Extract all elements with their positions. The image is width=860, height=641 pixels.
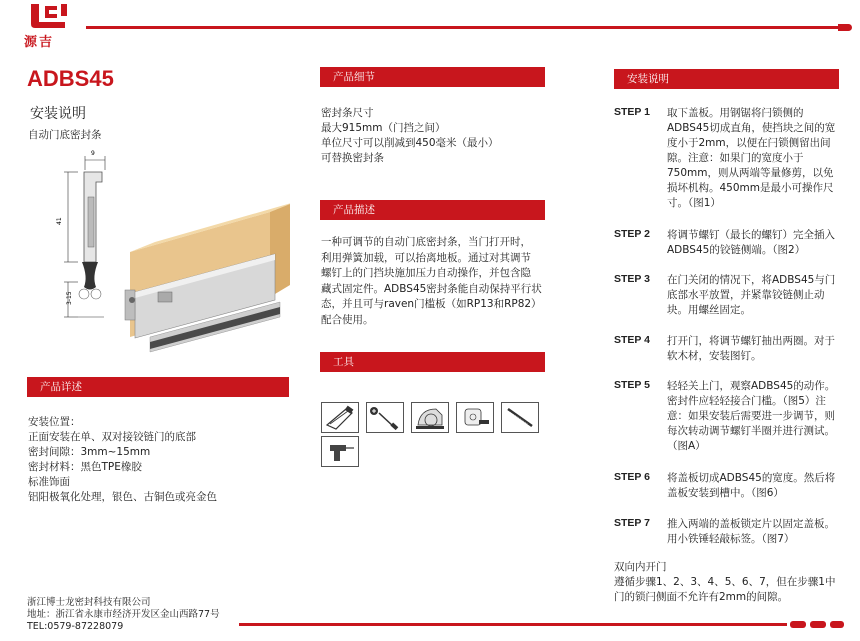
product-desc-line: 态，并且可与raven门槛板（如RP13和RP82） (321, 298, 542, 310)
page-title: ADBS45 (27, 66, 114, 91)
footer-tel: TEL:0579-87228079 (27, 621, 124, 632)
note-line: 遵循步骤1、2、3、4、5、6、7，但在步骤1中 (614, 576, 836, 588)
step-label: STEP 2 (614, 228, 650, 240)
step-text (667, 379, 845, 454)
footer-divider (239, 623, 787, 626)
step-line: 每次转动调节螺钉半圈并进行测试。 (667, 425, 835, 437)
step-label: STEP 1 (614, 106, 650, 118)
step-line: 软木材，安装图钉。 (667, 350, 762, 362)
tape-measure-icon (456, 402, 494, 433)
details-line: 安装位置： (28, 416, 81, 428)
step-line: 寸。（图1） (667, 197, 721, 209)
dim-range-label: 3-15 (66, 291, 73, 305)
header-divider-end (838, 24, 852, 31)
footer-info (27, 597, 220, 633)
step-line: 盖板安装到槽中。（图6） (667, 487, 784, 499)
step-line: 打开门，将调节螺钉抽出两圈。对于 (667, 335, 835, 347)
note-line: 双向内开门 (614, 561, 667, 573)
note-line: 门的锁闩侧面不允许有2mm的间隙。 (614, 591, 789, 603)
section-header-product-detail: 产品细节 (320, 67, 545, 87)
step-line: 推入两端的盖板锁定片以固定盖板。 (667, 518, 835, 530)
screwdriver-icon (366, 402, 404, 433)
product-desc-line: 藏式固定件。ADBS45密封条能自动保持平行状 (321, 282, 542, 295)
details-line: 标准饰面 (28, 476, 70, 488)
step-text (667, 228, 845, 258)
step-text (667, 273, 845, 318)
step-line: 度小于2mm，以便在闩锁侧留出间 (667, 137, 831, 149)
details-line: 正面安装在单、双对接铰链门的底部 (28, 431, 196, 443)
step-line: 损坏机构。450mm是最小可操作尺 (667, 182, 834, 194)
step-label: STEP 6 (614, 471, 650, 483)
step-label: STEP 7 (614, 517, 650, 529)
step-label: STEP 3 (614, 273, 650, 285)
hacksaw-icon (321, 402, 359, 433)
section-header-product-desc: 产品描述 (320, 200, 545, 220)
section-header-details: 产品详述 (27, 377, 289, 397)
section-header-tools: 工具 (320, 352, 545, 372)
step-text (667, 106, 845, 211)
product-detail-text (321, 106, 499, 166)
product-detail-line: 最大915mm（门挡之间） (321, 122, 446, 134)
step-label: STEP 4 (614, 334, 650, 346)
header-divider (86, 26, 838, 29)
step-line: 在门关闭的情况下，将ADBS45与门 (667, 274, 836, 286)
page-subtitle: 安装说明 (30, 106, 86, 122)
product-desc-line: 利用弹簧加载，可以抬离地板。通过对其调节 (321, 251, 531, 264)
details-line: 密封材料：黑色TPE橡胶 (28, 461, 142, 473)
step-line: 取下盖板。用钢锯将闩锁侧的 (667, 107, 804, 119)
footer-company: 浙江博士龙密封科技有限公司 (27, 597, 151, 608)
product-desc-text (321, 235, 542, 328)
step-line: ADBS45的铰链侧端。（图2） (667, 244, 806, 256)
product-detail-line: 密封条尺寸 (321, 107, 374, 119)
step-line: 750mm，则从两端等量修剪，以免 (667, 167, 834, 179)
step-line: 密封件应轻轻接合门槛。（图5）注 (667, 395, 826, 407)
dim-top-label: 9 (91, 150, 95, 157)
footer-address: 地址：浙江省永康市经济开发区金山西路77号 (27, 609, 220, 620)
step-line: 意：如果安装后需要进一步调节，则 (667, 410, 835, 422)
product-detail-line: 可替换密封条 (321, 152, 384, 164)
circular-saw-icon (411, 402, 449, 433)
step-line: 隙。注意：如果门的宽度小于 (667, 152, 804, 164)
details-line: 铝阳极氧化处理，银色、古铜色或亮金色 (28, 491, 217, 503)
footer-divider-dash (830, 621, 844, 628)
product-desc-line: 一种可调节的自动门底密封条，当门打开时， (321, 236, 531, 248)
step-line: 将盖板切成ADBS45的宽度。然后将 (667, 472, 836, 484)
install-note (614, 560, 835, 605)
section-header-install: 安装说明 (614, 69, 839, 89)
product-desc-line: 螺钉上的门挡块施加压力自动操作，并包含隐 (321, 267, 531, 279)
footer-divider-dash (810, 621, 826, 628)
product-detail-line: 单位尺寸可以削减到450毫米（最小） (321, 137, 499, 149)
step-label: STEP 5 (614, 379, 650, 391)
drill-icon (321, 436, 359, 467)
step-line: 将调节螺钉（最长的螺钉）完全插入 (667, 229, 835, 241)
product-type: 自动门底密封条 (28, 129, 102, 141)
step-text (667, 471, 845, 501)
step-line: 用小铁锤轻敲标签。（图7） (667, 533, 795, 545)
footer-divider-dash (790, 621, 806, 628)
dim-side-label: 41 (56, 217, 63, 225)
step-text (667, 517, 845, 547)
step-line: 块。用螺丝固定。 (667, 304, 751, 316)
file-icon (501, 402, 539, 433)
step-line: 底部水平放置，并紧靠铰链侧止动 (667, 289, 825, 301)
step-line: （图A） (667, 440, 706, 452)
brand-name: 源吉 (24, 35, 55, 50)
step-line: ADBS45切成直角，使挡块之间的宽 (667, 122, 836, 134)
details-line: 密封间隙：3mm~15mm (28, 446, 151, 458)
product-desc-line: 配合使用。 (321, 313, 374, 326)
product-diagram (40, 142, 290, 370)
step-line: 轻轻关上门，观察ADBS45的动作。 (667, 380, 836, 392)
step-text (667, 334, 845, 364)
details-text (28, 415, 217, 505)
